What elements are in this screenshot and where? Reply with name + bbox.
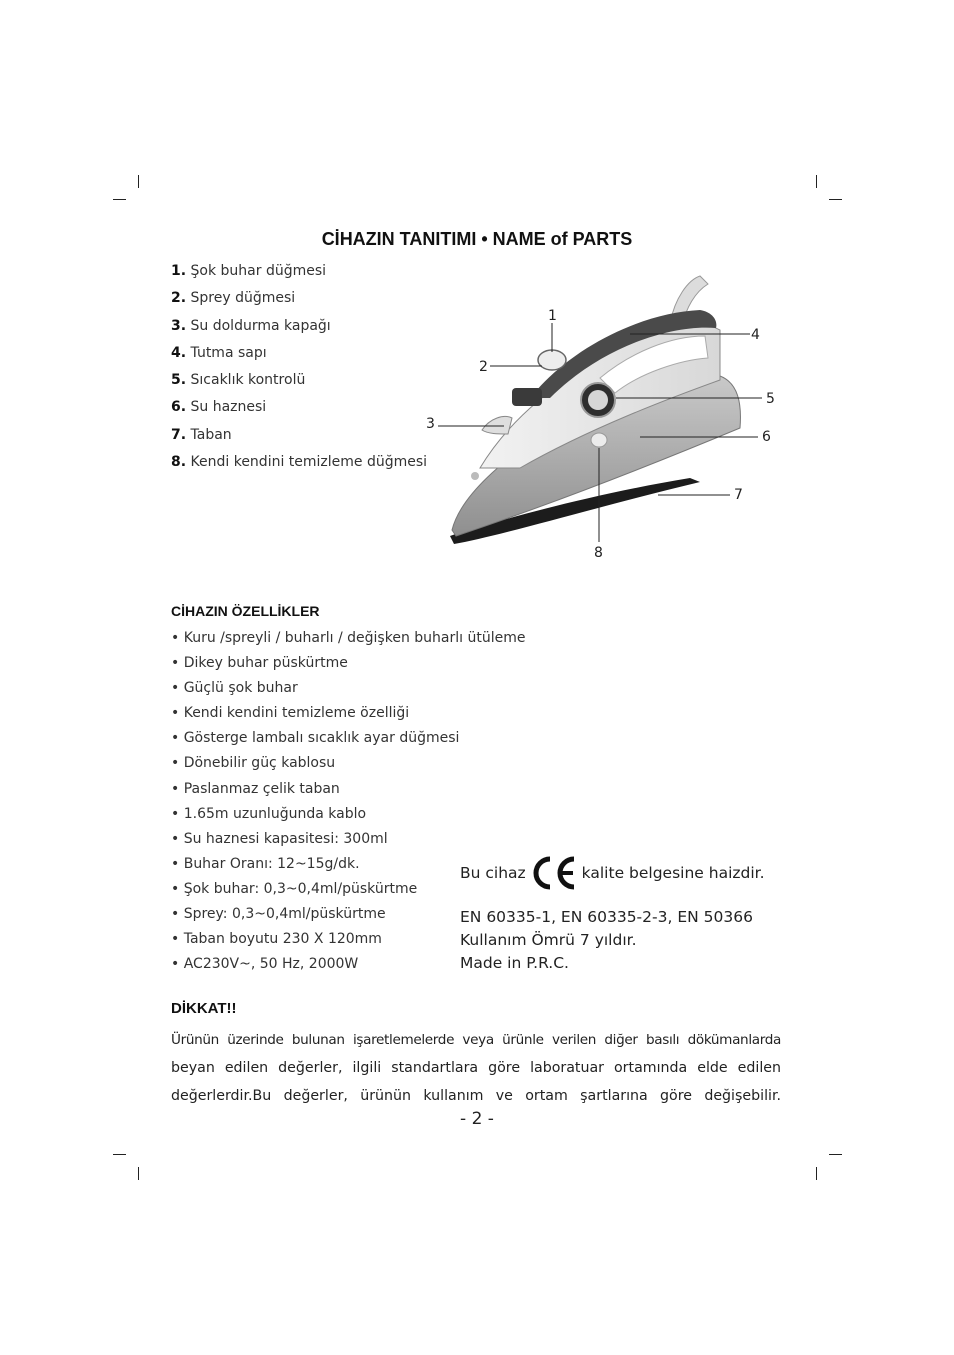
part-number: 5.: [171, 372, 187, 389]
feature-item: • Sprey: 0,3~0,4ml/püskürtme: [171, 906, 386, 923]
warning-text: [171, 1026, 781, 1110]
parts-list-item: [171, 261, 427, 288]
part-number: 2.: [171, 290, 187, 307]
part-number: 8.: [171, 454, 187, 471]
features-heading: CİHAZIN ÖZELLİKLER: [171, 603, 320, 619]
feature-item: • Paslanmaz çelik taban: [171, 780, 340, 797]
warning-line: Ürünün üzerinde bulunan işaretlemelerde veya ürünle verilen diğer basılı dökümanlarda: [171, 1032, 781, 1048]
parts-list-item: [171, 397, 427, 424]
part-label: Kendi kendini temizleme düğmesi: [190, 454, 428, 471]
crop-mark: [113, 1154, 126, 1155]
part-number: 6.: [171, 399, 187, 416]
feature-item: • AC230V~, 50 Hz, 2000W: [171, 956, 359, 973]
part-number: 3.: [171, 317, 187, 334]
feature-item: • Su haznesi kapasitesi: 300ml: [171, 830, 388, 847]
parts-list-item: [171, 370, 427, 397]
parts-list: [171, 261, 427, 479]
part-number: 1.: [171, 263, 187, 279]
certification-statement: [460, 858, 765, 888]
fill-cap-icon: [482, 417, 512, 435]
feature-item: • Buhar Oranı: 12~15g/dk.: [171, 855, 360, 872]
warning-line: beyan edilen değerler, ilgili standartlara göre laboratuar ortamında elde edilen: [171, 1060, 781, 1076]
crop-mark: [816, 175, 817, 188]
steam-iron-illustration: [420, 268, 790, 568]
part-number: 4.: [171, 344, 187, 361]
crop-mark: [816, 1167, 817, 1180]
crop-mark: [138, 175, 139, 188]
callout-1: 1: [548, 308, 557, 324]
part-label: Su doldurma kapağı: [190, 317, 331, 334]
feature-item: • 1.65m uzunluğunda kablo: [171, 805, 367, 822]
feature-item: • Güçlü şok buhar: [171, 680, 298, 697]
callout-3: 3: [426, 416, 435, 432]
origin-line: Made in P.R.C.: [460, 954, 569, 972]
callout-6: 6: [762, 429, 771, 445]
feature-item: • Dikey buhar püskürtme: [171, 655, 348, 672]
feature-item: • Kendi kendini temizleme özelliği: [171, 705, 410, 722]
warning-heading: DİKKAT!!: [171, 1000, 237, 1017]
self-clean-button-icon: [591, 433, 607, 447]
crop-mark: [138, 1167, 139, 1180]
lifetime-line: Kullanım Ömrü 7 yıldır.: [460, 931, 637, 949]
crop-mark: [829, 1154, 842, 1155]
ce-mark-icon: [530, 855, 578, 891]
shot-steam-button-icon: [538, 350, 566, 370]
part-label: Tutma sapı: [190, 344, 267, 361]
parts-list-item: [171, 343, 427, 370]
parts-list-item: [171, 452, 427, 479]
cert-prefix: Bu cihaz: [460, 864, 526, 882]
crop-mark: [829, 199, 842, 200]
part-label: Sıcaklık kontrolü: [190, 372, 306, 389]
feature-item: • Kuru /spreyli / buharlı / değişken buharlı ütüleme: [171, 630, 526, 646]
compliance-info: [460, 906, 753, 975]
parts-list-item: [171, 316, 427, 343]
standards-line: EN 60335-1, EN 60335-2-3, EN 50366: [460, 908, 753, 926]
callout-5: 5: [766, 391, 775, 407]
callout-8: 8: [594, 545, 603, 561]
callout-4: 4: [751, 327, 760, 343]
part-label: Taban: [190, 426, 232, 443]
part-label: Şok buhar düğmesi: [190, 263, 327, 279]
spray-button-icon: [512, 388, 542, 406]
crop-mark: [113, 199, 126, 200]
parts-list-item: [171, 425, 427, 452]
cert-suffix: kalite belgesine haizdir.: [581, 864, 765, 882]
feature-item: • Gösterge lambalı sıcaklık ayar düğmesi: [171, 730, 460, 747]
feature-item: • Taban boyutu 230 X 120mm: [171, 931, 382, 948]
callout-2: 2: [479, 359, 488, 375]
warning-line: değerlerdir.Bu değerler, ürünün kullanım ve ortam şartlarına göre değişebilir.: [171, 1088, 781, 1104]
callout-7: 7: [734, 487, 743, 503]
page-number: - 2 -: [460, 1109, 494, 1129]
part-number: 7.: [171, 426, 187, 443]
part-label: Sprey düğmesi: [190, 290, 296, 307]
page-title: CİHAZIN TANITIMI • NAME of PARTS: [321, 229, 633, 249]
part-label: Su haznesi: [190, 399, 267, 416]
feature-item: • Şok buhar: 0,3~0,4ml/püskürtme: [171, 880, 418, 897]
parts-list-item: [171, 288, 427, 315]
feature-item: • Dönebilir güç kablosu: [171, 755, 336, 772]
steam-iron-diagram: [420, 268, 790, 568]
